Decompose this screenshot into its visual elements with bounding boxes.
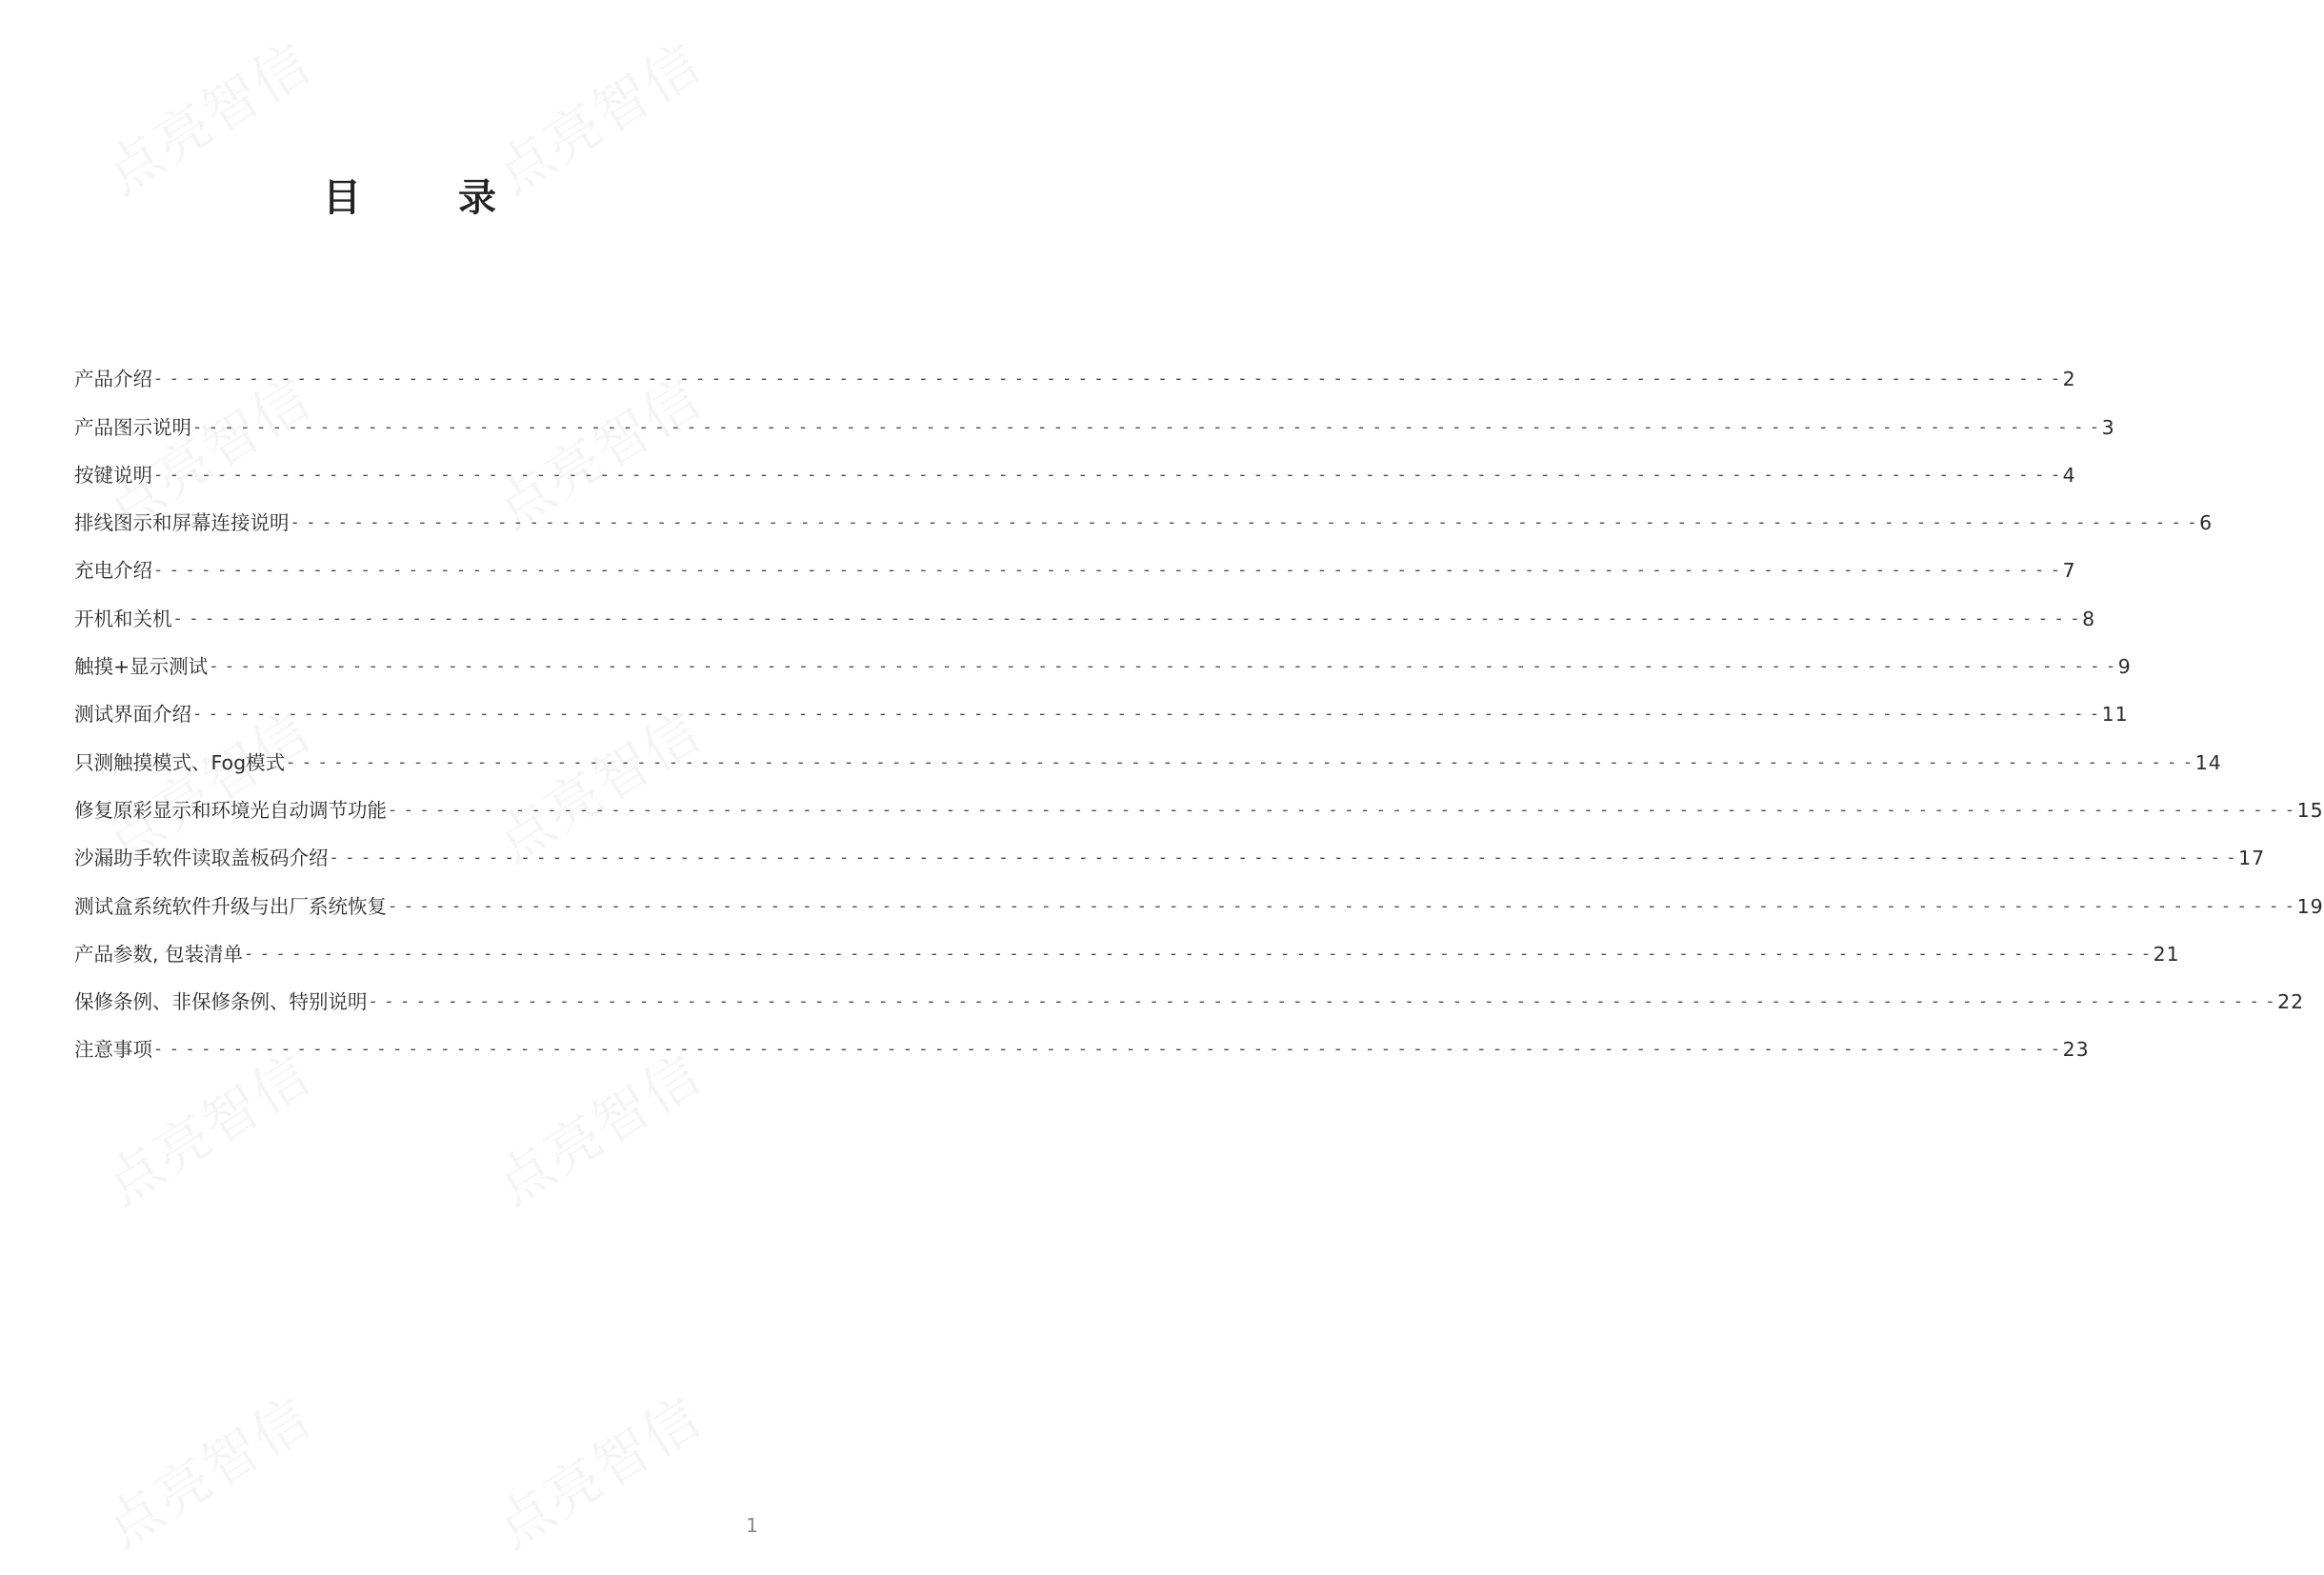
toc-entry[interactable] [74, 439, 2076, 487]
toc-dot-leader: - - - - - - - - - - - - - - - - - - - - - - - - - - - - - - - - - - - - - - - - - - - - - - - - - - - - - - - - - - - - - - - - - - - - - - - - - - - - - - - - - - - - - - - - - - - - - - - - - - - - - - - - - - - - - - - - - - - - - - - - [155, 465, 2061, 485]
toc-entry-page: 14 [2194, 750, 2222, 774]
toc-entry-label: 产品介绍 [74, 368, 152, 391]
toc-entry-label: 测试盒系统软件升级与出厂系统恢复 [74, 894, 387, 918]
toc-entry-page: 19 [2296, 894, 2324, 918]
toc-dot-leader: - - - - - - - - - - - - - - - - - - - - - - - - - - - - - - - - - - - - - - - - - - - - - - - - - - - - - - - - - - - - - - - - - - - - - - - - - - - - - - - - - - - - - - - - - - - - - - - - - - - - - - - - - - - - - - - - - - - - - - - - [174, 608, 2081, 628]
toc-entry[interactable] [74, 774, 2324, 822]
toc-entry-page: 17 [2238, 847, 2266, 870]
toc-entry[interactable] [74, 1013, 2090, 1062]
toc-entry-label: 测试界面介绍 [74, 703, 191, 727]
toc-entry[interactable] [74, 390, 2115, 439]
toc-entry-label: 开机和关机 [74, 607, 172, 630]
toc-entry-label: 沙漏助手软件读取盖板码介绍 [74, 847, 329, 870]
toc-entry-page: 8 [2082, 607, 2096, 630]
toc-entry-label: 产品图示说明 [74, 415, 191, 439]
toc-entry[interactable] [74, 487, 2214, 535]
toc-dot-leader: - - - - - - - - - - - - - - - - - - - - - - - - - - - - - - - - - - - - - - - - - - - - - - - - - - - - - - - - - - - - - - - - - - - - - - - - - - - - - - - - - - - - - - - - - - - - - - - - - - - - - - - - - - - - - - - - - - - - - - - - [155, 561, 2061, 581]
toc-entry[interactable] [74, 726, 2222, 774]
toc-entry-label: 触摸+显示测试 [74, 655, 209, 679]
toc-entry[interactable] [74, 630, 2132, 679]
toc-dot-leader: - - - - - - - - - - - - - - - - - - - - - - - - - - - - - - - - - - - - - - - - - - - - - - - - - - - - - - - - - - - - - - - - - - - - - - - - - - - - - - - - - - - - - - - - - - - - - - - - - - - - - - - - - - - - - - - - - - - - - - - - [331, 848, 2237, 868]
toc-entry-label: 按键说明 [74, 463, 152, 487]
toc-dot-leader: - - - - - - - - - - - - - - - - - - - - - - - - - - - - - - - - - - - - - - - - - - - - - - - - - - - - - - - - - - - - - - - - - - - - - - - - - - - - - - - - - - - - - - - - - - - - - - - - - - - - - - - - - - - - - - - - - - - - - - - - [155, 369, 2061, 389]
watermark [478, 1374, 714, 1563]
toc-entry-label: 保修条例、非保修条例、特别说明 [74, 990, 368, 1014]
toc-entry[interactable] [74, 869, 2324, 918]
table-of-contents [74, 343, 2324, 1062]
toc-entry[interactable] [74, 343, 2076, 391]
toc-entry-label: 只测触摸模式、Fog模式 [74, 750, 286, 774]
toc-entry-page: 3 [2101, 415, 2115, 439]
toc-entry-page: 21 [2153, 942, 2180, 966]
toc-dot-leader: - - - - - - - - - - - - - - - - - - - - - - - - - - - - - - - - - - - - - - - - - - - - - - - - - - - - - - - - - - - - - - - - - - - - - - - - - - - - - - - - - - - - - - - - - - - - - - - - - - - - - - - - - - - - - - - - - - - - - - - - [155, 1040, 2061, 1060]
toc-entry[interactable] [74, 534, 2076, 583]
toc-dot-leader: - - - - - - - - - - - - - - - - - - - - - - - - - - - - - - - - - - - - - - - - - - - - - - - - - - - - - - - - - - - - - - - - - - - - - - - - - - - - - - - - - - - - - - - - - - - - - - - - - - - - - - - - - - - - - - - - - - - - - - - - [194, 705, 2100, 725]
toc-entry[interactable] [74, 582, 2096, 630]
toc-dot-leader: - - - - - - - - - - - - - - - - - - - - - - - - - - - - - - - - - - - - - - - - - - - - - - - - - - - - - - - - - - - - - - - - - - - - - - - - - - - - - - - - - - - - - - - - - - - - - - - - - - - - - - - - - - - - - - - - - - - - - - - - [246, 944, 2152, 964]
toc-entry-page: 22 [2277, 990, 2305, 1014]
toc-entry-page: 7 [2062, 559, 2076, 583]
toc-dot-leader: - - - - - - - - - - - - - - - - - - - - - - - - - - - - - - - - - - - - - - - - - - - - - - - - - - - - - - - - - - - - - - - - - - - - - - - - - - - - - - - - - - - - - - - - - - - - - - - - - - - - - - - - - - - - - - - - - - - - - - - - [194, 417, 2100, 437]
toc-entry-label: 排线图示和屏幕连接说明 [74, 511, 290, 535]
toc-entry-page: 11 [2101, 703, 2129, 727]
toc-entry-label: 注意事项 [74, 1038, 152, 1062]
toc-entry-page: 6 [2199, 511, 2214, 535]
toc-entry-label: 充电介绍 [74, 559, 152, 583]
toc-entry-page: 15 [2296, 798, 2324, 822]
toc-dot-leader: - - - - - - - - - - - - - - - - - - - - - - - - - - - - - - - - - - - - - - - - - - - - - - - - - - - - - - - - - - - - - - - - - - - - - - - - - - - - - - - - - - - - - - - - - - - - - - - - - - - - - - - - - - - - - - - - - - - - - - - - [288, 752, 2194, 772]
toc-entry[interactable] [74, 918, 2180, 966]
toc-entry-page: 4 [2062, 463, 2076, 487]
page-number: 1 [746, 1514, 758, 1537]
watermark [88, 1374, 324, 1563]
toc-entry[interactable] [74, 822, 2266, 870]
toc-entry-page: 2 [2062, 368, 2076, 391]
toc-dot-leader: - - - - - - - - - - - - - - - - - - - - - - - - - - - - - - - - - - - - - - - - - - - - - - - - - - - - - - - - - - - - - - - - - - - - - - - - - - - - - - - - - - - - - - - - - - - - - - - - - - - - - - - - - - - - - - - - - - - - - - - - [390, 800, 2295, 820]
toc-dot-leader: - - - - - - - - - - - - - - - - - - - - - - - - - - - - - - - - - - - - - - - - - - - - - - - - - - - - - - - - - - - - - - - - - - - - - - - - - - - - - - - - - - - - - - - - - - - - - - - - - - - - - - - - - - - - - - - - - - - - - - - - [210, 657, 2116, 677]
toc-entry-label: 产品参数, 包装清单 [74, 942, 244, 966]
toc-dot-leader: - - - - - - - - - - - - - - - - - - - - - - - - - - - - - - - - - - - - - - - - - - - - - - - - - - - - - - - - - - - - - - - - - - - - - - - - - - - - - - - - - - - - - - - - - - - - - - - - - - - - - - - - - - - - - - - - - - - - - - - - [370, 992, 2276, 1012]
toc-dot-leader: - - - - - - - - - - - - - - - - - - - - - - - - - - - - - - - - - - - - - - - - - - - - - - - - - - - - - - - - - - - - - - - - - - - - - - - - - - - - - - - - - - - - - - - - - - - - - - - - - - - - - - - - - - - - - - - - - - - - - - - - [390, 896, 2295, 916]
toc-entry[interactable] [74, 678, 2129, 727]
toc-entry-label: 修复原彩显示和环境光自动调节功能 [74, 798, 387, 822]
toc-entry[interactable] [74, 966, 2305, 1014]
page-title: 目 录 [323, 176, 538, 220]
toc-dot-leader: - - - - - - - - - - - - - - - - - - - - - - - - - - - - - - - - - - - - - - - - - - - - - - - - - - - - - - - - - - - - - - - - - - - - - - - - - - - - - - - - - - - - - - - - - - - - - - - - - - - - - - - - - - - - - - - - - - - - - - - - [291, 513, 2198, 533]
toc-entry-page: 23 [2062, 1038, 2090, 1062]
toc-entry-page: 9 [2117, 655, 2132, 679]
